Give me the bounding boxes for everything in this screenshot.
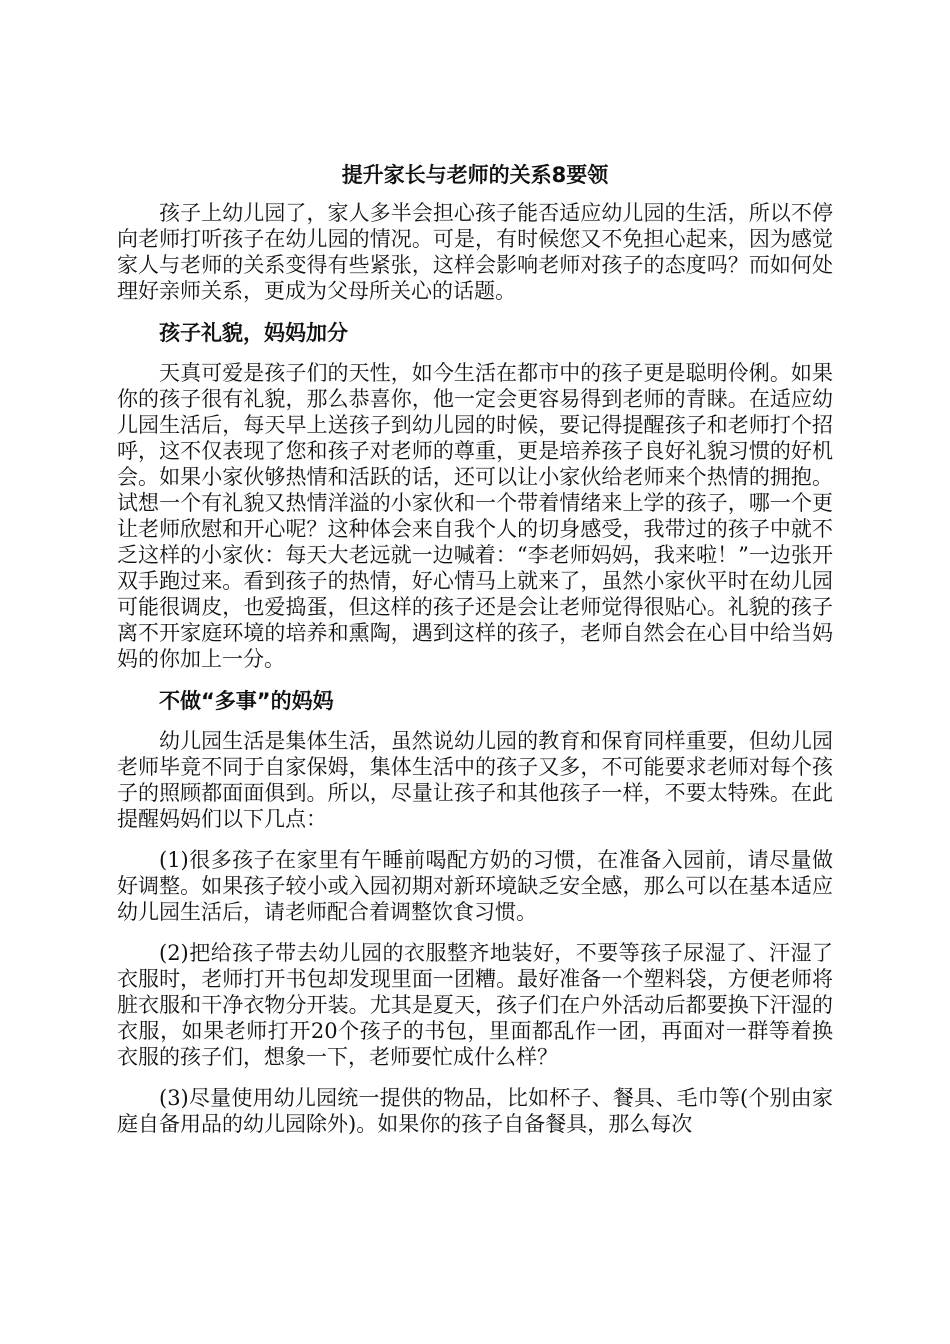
- tip-1-paragraph: (1)很多孩子在家里有午睡前喝配方奶的习惯，在准备入园前，请尽量做好调整。如果孩子较小或入园初期对新环境缺乏安全感，那么可以在基本适应幼儿园生活后，请老师配合着调整饮食习惯。: [117, 848, 833, 924]
- document-body: [117, 160, 833, 1152]
- section-heading-politeness: 孩子礼貌，妈妈加分: [159, 321, 348, 345]
- not-fussy-paragraph: 幼儿园生活是集体生活，虽然说幼儿园的教育和保育同样重要，但幼儿园老师毕竟不同于自家保姆，集体生活中的孩子又多，不可能要求老师对每个孩子的照顾都面面俱到。所以，尽量让孩子和其他孩子一样，不要太特殊。在此提醒妈妈们以下几点：: [117, 729, 833, 831]
- document-title: 提升家长与老师的关系8要领: [341, 163, 609, 187]
- section-heading-not-fussy: 不做“多事”的妈妈: [159, 689, 334, 713]
- tip-3-paragraph: (3)尽量使用幼儿园统一提供的物品，比如杯子、餐具、毛巾等(个别由家庭自备用品的幼儿园除外)。如果你的孩子自备餐具，那么每次: [117, 1086, 833, 1136]
- politeness-paragraph: 天真可爱是孩子们的天性，如今生活在都市中的孩子更是聪明伶俐。如果你的孩子很有礼貌，那么恭喜你，他一定会更容易得到老师的青睐。在适应幼儿园生活后，每天早上送孩子到幼儿园的时候，要记得提醒孩子和老师打个招呼，这不仅表现了您和孩子对老师的尊重，更是培养孩子良好礼貌习惯的好机会。如果小家伙够热情和活跃的话，还可以让小家伙给老师来个热情的拥抱。试想一个有礼貌又热情洋溢的小家伙和一个带着情绪来上学的孩子，哪一个更让老师欣慰和开心呢？这种体会来自我个人的切身感受，我带过的孩子中就不乏这样的小家伙：每天大老远就一边喊着：“李老师妈妈，我来啦！”一边张开双手跑过来。看到孩子的热情，好心情马上就来了，虽然小家伙平时在幼儿园可能很调皮，也爱捣蛋，但这样的孩子还是会让老师觉得很贴心。礼貌的孩子离不开家庭环境的培养和熏陶，遇到这样的孩子，老师自然会在心目中给当妈妈的你加上一分。: [117, 361, 833, 671]
- tip-2-paragraph: (2)把给孩子带去幼儿园的衣服整齐地装好，不要等孩子尿湿了、汗湿了衣服时，老师打开书包却发现里面一团糟。最好准备一个塑料袋，方便老师将脏衣服和干净衣物分开装。尤其是夏天，孩子们在户外活动后都要换下汗湿的衣服，如果老师打开20个孩子的书包，里面都乱作一团，再面对一群等着换衣服的孩子们，想象一下，老师要忙成什么样？: [117, 941, 833, 1069]
- intro-paragraph: 孩子上幼儿园了，家人多半会担心孩子能否适应幼儿园的生活，所以不停向老师打听孩子在幼儿园的情况。可是，有时候您又不免担心起来，因为感觉家人与老师的关系变得有些紧张，这样会影响老师对孩子的态度吗？而如何处理好亲师关系，更成为父母所关心的话题。: [117, 201, 833, 303]
